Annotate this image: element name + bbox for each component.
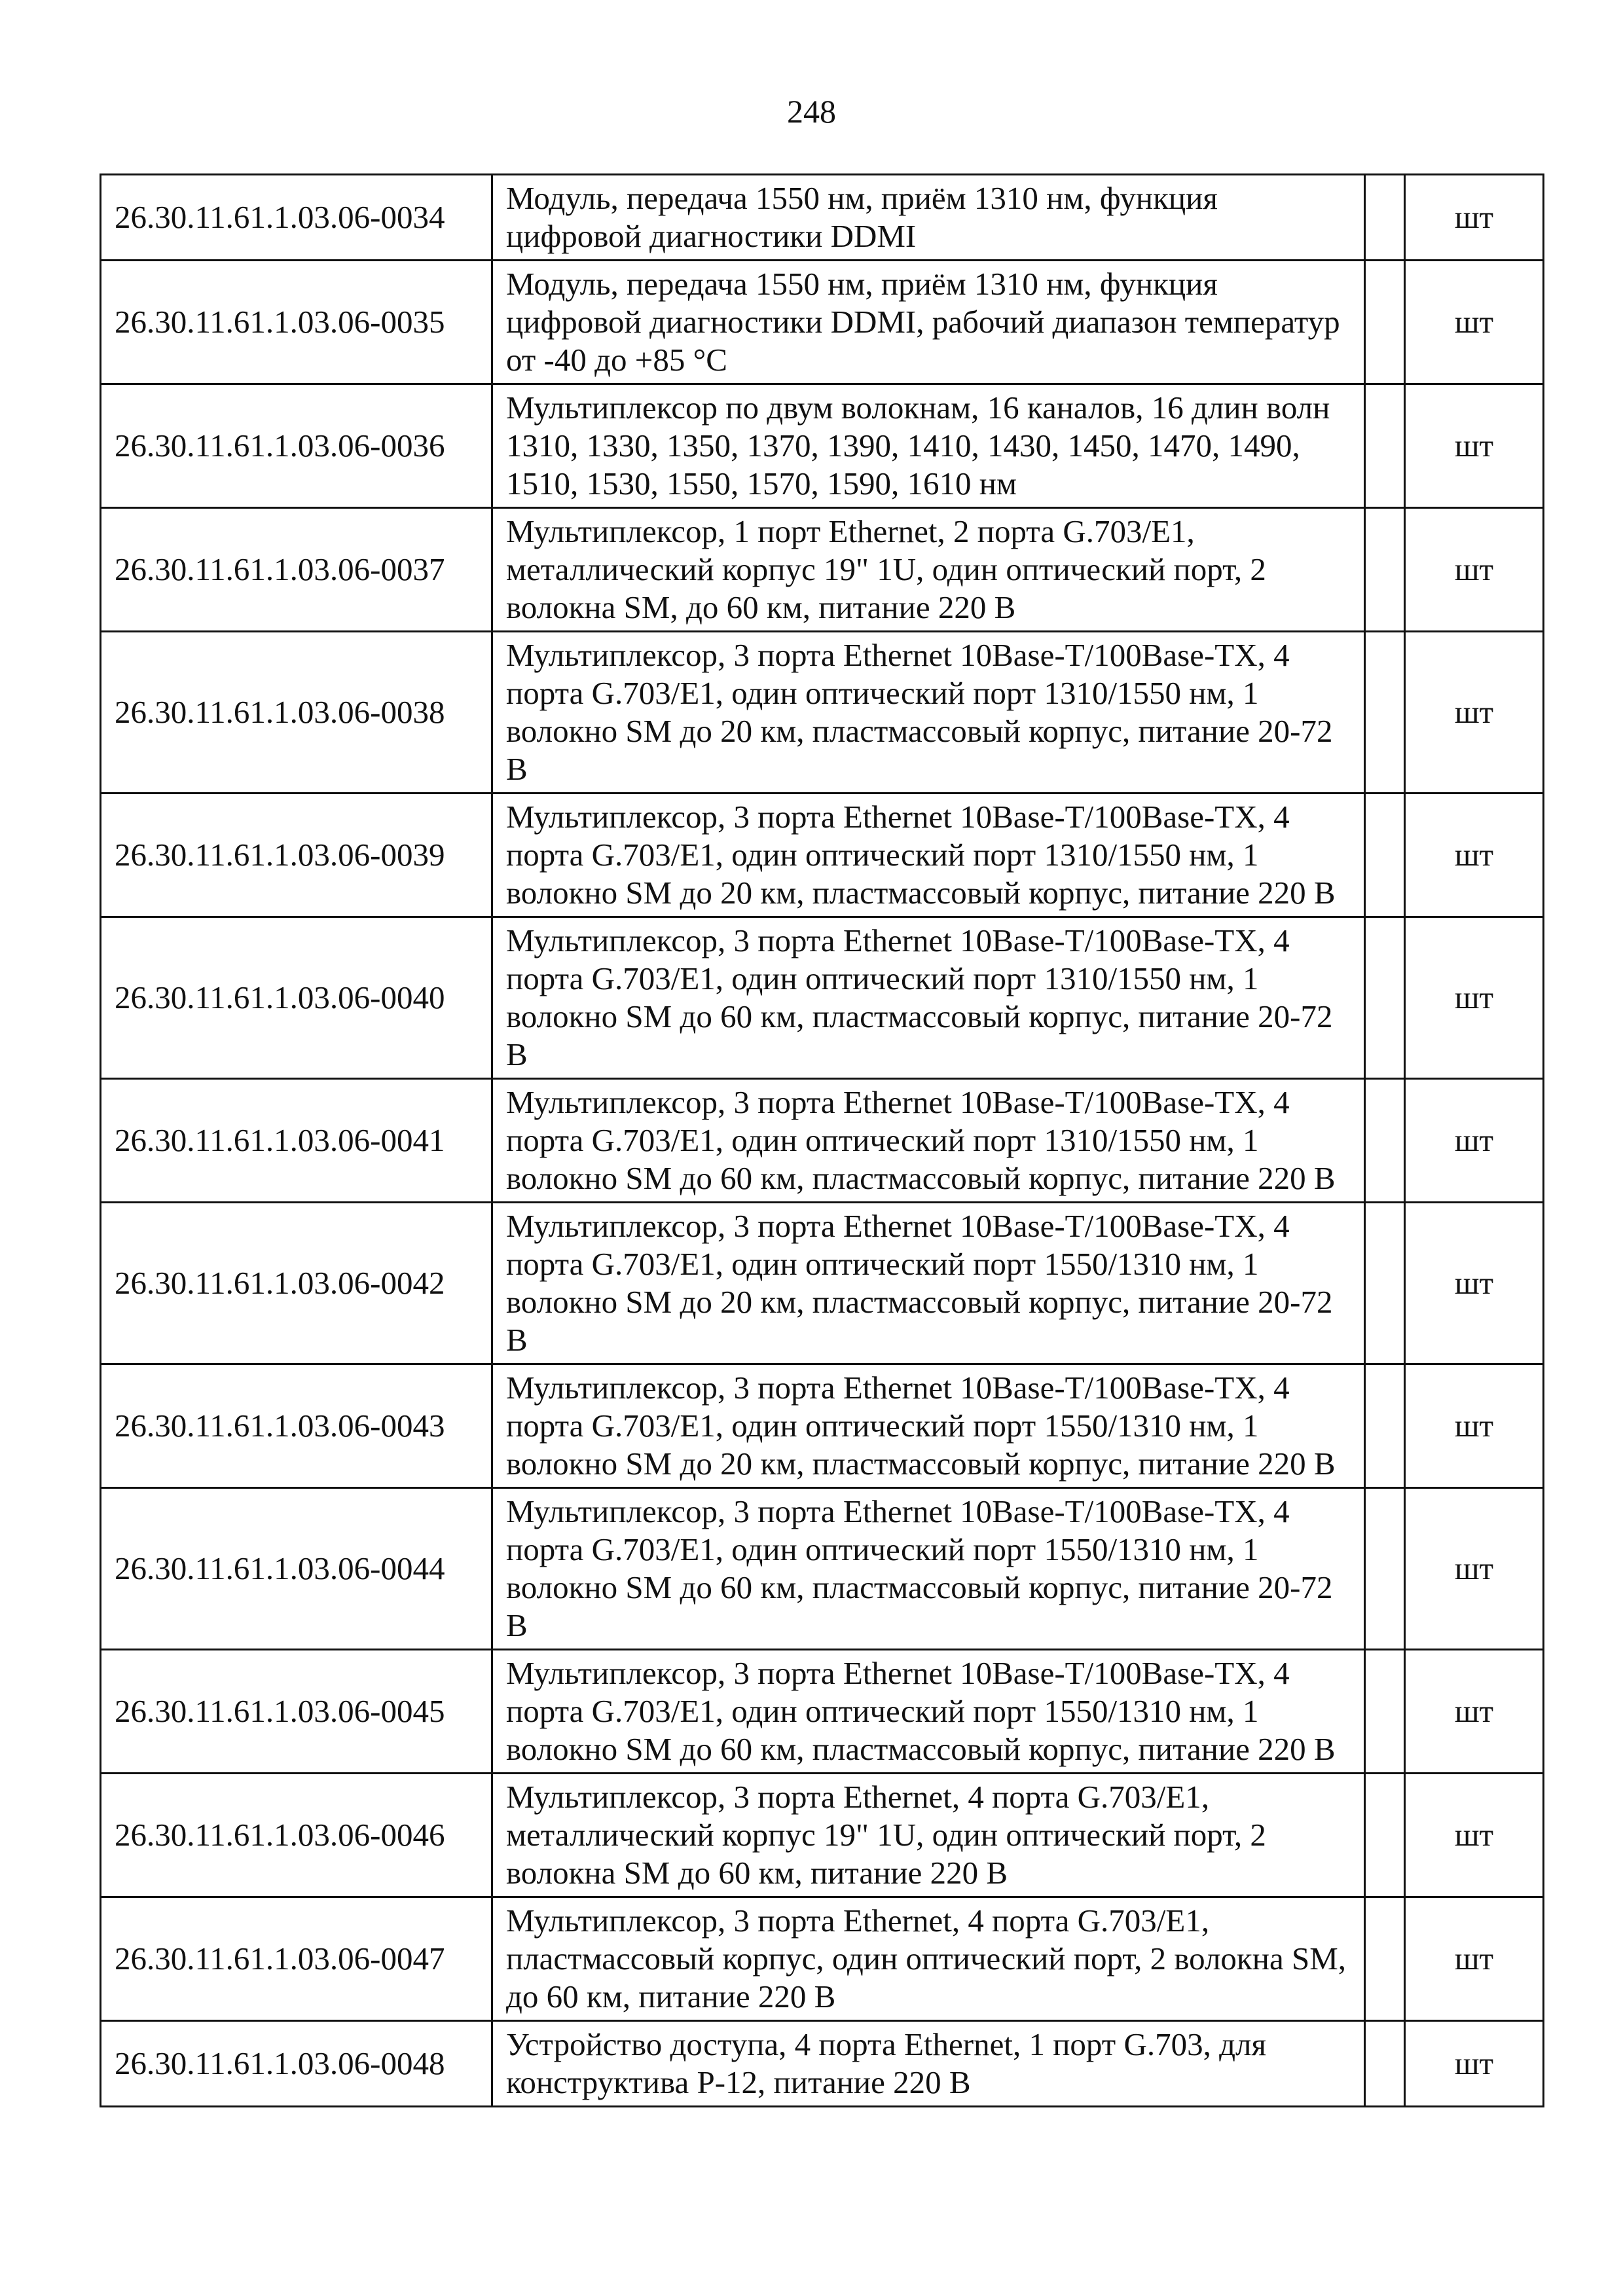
resource-description-cell: Мультиплексор, 3 порта Ethernet 10Base-T/100Base-TX, 4 порта G.703/E1, один оптический порт 1550/1310 нм, 1 волокно SM до 60 км, пластмассовый корпус, питание 20-72 В: [492, 1488, 1365, 1650]
table-row: [101, 632, 1544, 793]
table-row: [101, 1203, 1544, 1364]
column-gap: [1365, 1650, 1405, 1774]
resource-description-cell: Мультиплексор, 3 порта Ethernet, 4 порта G.703/E1, пластмассовый корпус, один оптический порт, 2 волокна SM, до 60 км, питание 220 В: [492, 1897, 1365, 2021]
column-gap: [1365, 1897, 1405, 2021]
column-gap: [1365, 2021, 1405, 2107]
resource-description-cell: Модуль, передача 1550 нм, приём 1310 нм, функция цифровой диагностики DDMI, рабочий диапазон температур от -40 до +85 °С: [492, 261, 1365, 384]
table-row: [101, 793, 1544, 917]
resource-code-cell: 26.30.11.61.1.03.06-0036: [101, 384, 492, 508]
unit-cell: шт: [1405, 1488, 1544, 1650]
table-row: [101, 2021, 1544, 2107]
resource-description-cell: Модуль, передача 1550 нм, приём 1310 нм, функция цифровой диагностики DDMI: [492, 175, 1365, 261]
table-row: [101, 1364, 1544, 1488]
resource-code-cell: 26.30.11.61.1.03.06-0046: [101, 1774, 492, 1897]
column-gap: [1365, 917, 1405, 1079]
table-row: [101, 508, 1544, 632]
table-row: [101, 1897, 1544, 2021]
unit-cell: шт: [1405, 1203, 1544, 1364]
unit-cell: шт: [1405, 384, 1544, 508]
column-gap: [1365, 508, 1405, 632]
unit-cell: шт: [1405, 508, 1544, 632]
resource-code-cell: 26.30.11.61.1.03.06-0048: [101, 2021, 492, 2107]
unit-cell: шт: [1405, 1897, 1544, 2021]
resource-code-cell: 26.30.11.61.1.03.06-0042: [101, 1203, 492, 1364]
resource-description-cell: Устройство доступа, 4 порта Ethernet, 1 порт G.703, для конструктива Р-12, питание 220 В: [492, 2021, 1365, 2107]
resource-description-cell: Мультиплексор, 3 порта Ethernet 10Base-T/100Base-TX, 4 порта G.703/E1, один оптический порт 1310/1550 нм, 1 волокно SM до 60 км, пластмассовый корпус, питание 220 В: [492, 1079, 1365, 1203]
table-row: [101, 1774, 1544, 1897]
unit-cell: шт: [1405, 1364, 1544, 1488]
resource-description-cell: Мультиплексор, 3 порта Ethernet 10Base-T/100Base-TX, 4 порта G.703/E1, один оптический порт 1310/1550 нм, 1 волокно SM до 20 км, пластмассовый корпус, питание 220 В: [492, 793, 1365, 917]
page-number: 248: [787, 93, 836, 130]
resource-description-cell: Мультиплексор, 1 порт Ethernet, 2 порта G.703/E1, металлический корпус 19" 1U, один оптический порт, 2 волокна SM, до 60 км, питание 220 В: [492, 508, 1365, 632]
column-gap: [1365, 1774, 1405, 1897]
catalog-table: [100, 173, 1544, 2107]
unit-cell: шт: [1405, 632, 1544, 793]
resource-description-cell: Мультиплексор, 3 порта Ethernet 10Base-T/100Base-TX, 4 порта G.703/E1, один оптический порт 1550/1310 нм, 1 волокно SM до 60 км, пластмассовый корпус, питание 220 В: [492, 1650, 1365, 1774]
table-row: [101, 261, 1544, 384]
column-gap: [1365, 175, 1405, 261]
table-row: [101, 1079, 1544, 1203]
resource-code-cell: 26.30.11.61.1.03.06-0040: [101, 917, 492, 1079]
table-row: [101, 384, 1544, 508]
resource-code-cell: 26.30.11.61.1.03.06-0035: [101, 261, 492, 384]
column-gap: [1365, 384, 1405, 508]
resource-code-cell: 26.30.11.61.1.03.06-0039: [101, 793, 492, 917]
table-row: [101, 1488, 1544, 1650]
resource-description-cell: Мультиплексор, 3 порта Ethernet 10Base-T/100Base-TX, 4 порта G.703/E1, один оптический порт 1310/1550 нм, 1 волокно SM до 20 км, пластмассовый корпус, питание 20-72 В: [492, 632, 1365, 793]
resource-description-cell: Мультиплексор, 3 порта Ethernet 10Base-T/100Base-TX, 4 порта G.703/E1, один оптический порт 1550/1310 нм, 1 волокно SM до 20 км, пластмассовый корпус, питание 20-72 В: [492, 1203, 1365, 1364]
column-gap: [1365, 793, 1405, 917]
unit-cell: шт: [1405, 1650, 1544, 1774]
resource-description-cell: Мультиплексор, 3 порта Ethernet 10Base-T/100Base-TX, 4 порта G.703/E1, один оптический порт 1310/1550 нм, 1 волокно SM до 60 км, пластмассовый корпус, питание 20-72 В: [492, 917, 1365, 1079]
column-gap: [1365, 1488, 1405, 1650]
resource-code-cell: 26.30.11.61.1.03.06-0044: [101, 1488, 492, 1650]
resource-code-cell: 26.30.11.61.1.03.06-0043: [101, 1364, 492, 1488]
table-row: [101, 1650, 1544, 1774]
column-gap: [1365, 1203, 1405, 1364]
resource-code-cell: 26.30.11.61.1.03.06-0037: [101, 508, 492, 632]
unit-cell: шт: [1405, 1079, 1544, 1203]
resource-description-cell: Мультиплексор, 3 порта Ethernet, 4 порта G.703/E1, металлический корпус 19" 1U, один оптический порт, 2 волокна SM до 60 км, питание 220 В: [492, 1774, 1365, 1897]
unit-cell: шт: [1405, 2021, 1544, 2107]
resource-code-cell: 26.30.11.61.1.03.06-0041: [101, 1079, 492, 1203]
resource-code-cell: 26.30.11.61.1.03.06-0045: [101, 1650, 492, 1774]
column-gap: [1365, 632, 1405, 793]
unit-cell: шт: [1405, 261, 1544, 384]
resource-code-cell: 26.30.11.61.1.03.06-0047: [101, 1897, 492, 2021]
table-row: [101, 917, 1544, 1079]
unit-cell: шт: [1405, 1774, 1544, 1897]
resource-code-cell: 26.30.11.61.1.03.06-0034: [101, 175, 492, 261]
resource-description-cell: Мультиплексор по двум волокнам, 16 каналов, 16 длин волн 1310, 1330, 1350, 1370, 1390, 1410, 1430, 1450, 1470, 1490, 1510, 1530, 1550, 1570, 1590, 1610 нм: [492, 384, 1365, 508]
unit-cell: шт: [1405, 917, 1544, 1079]
resource-description-cell: Мультиплексор, 3 порта Ethernet 10Base-T/100Base-TX, 4 порта G.703/E1, один оптический порт 1550/1310 нм, 1 волокно SM до 20 км, пластмассовый корпус, питание 220 В: [492, 1364, 1365, 1488]
unit-cell: шт: [1405, 793, 1544, 917]
unit-cell: шт: [1405, 175, 1544, 261]
catalog-table-body: [101, 175, 1544, 2107]
resource-code-cell: 26.30.11.61.1.03.06-0038: [101, 632, 492, 793]
table-row: [101, 175, 1544, 261]
column-gap: [1365, 261, 1405, 384]
column-gap: [1365, 1079, 1405, 1203]
column-gap: [1365, 1364, 1405, 1488]
